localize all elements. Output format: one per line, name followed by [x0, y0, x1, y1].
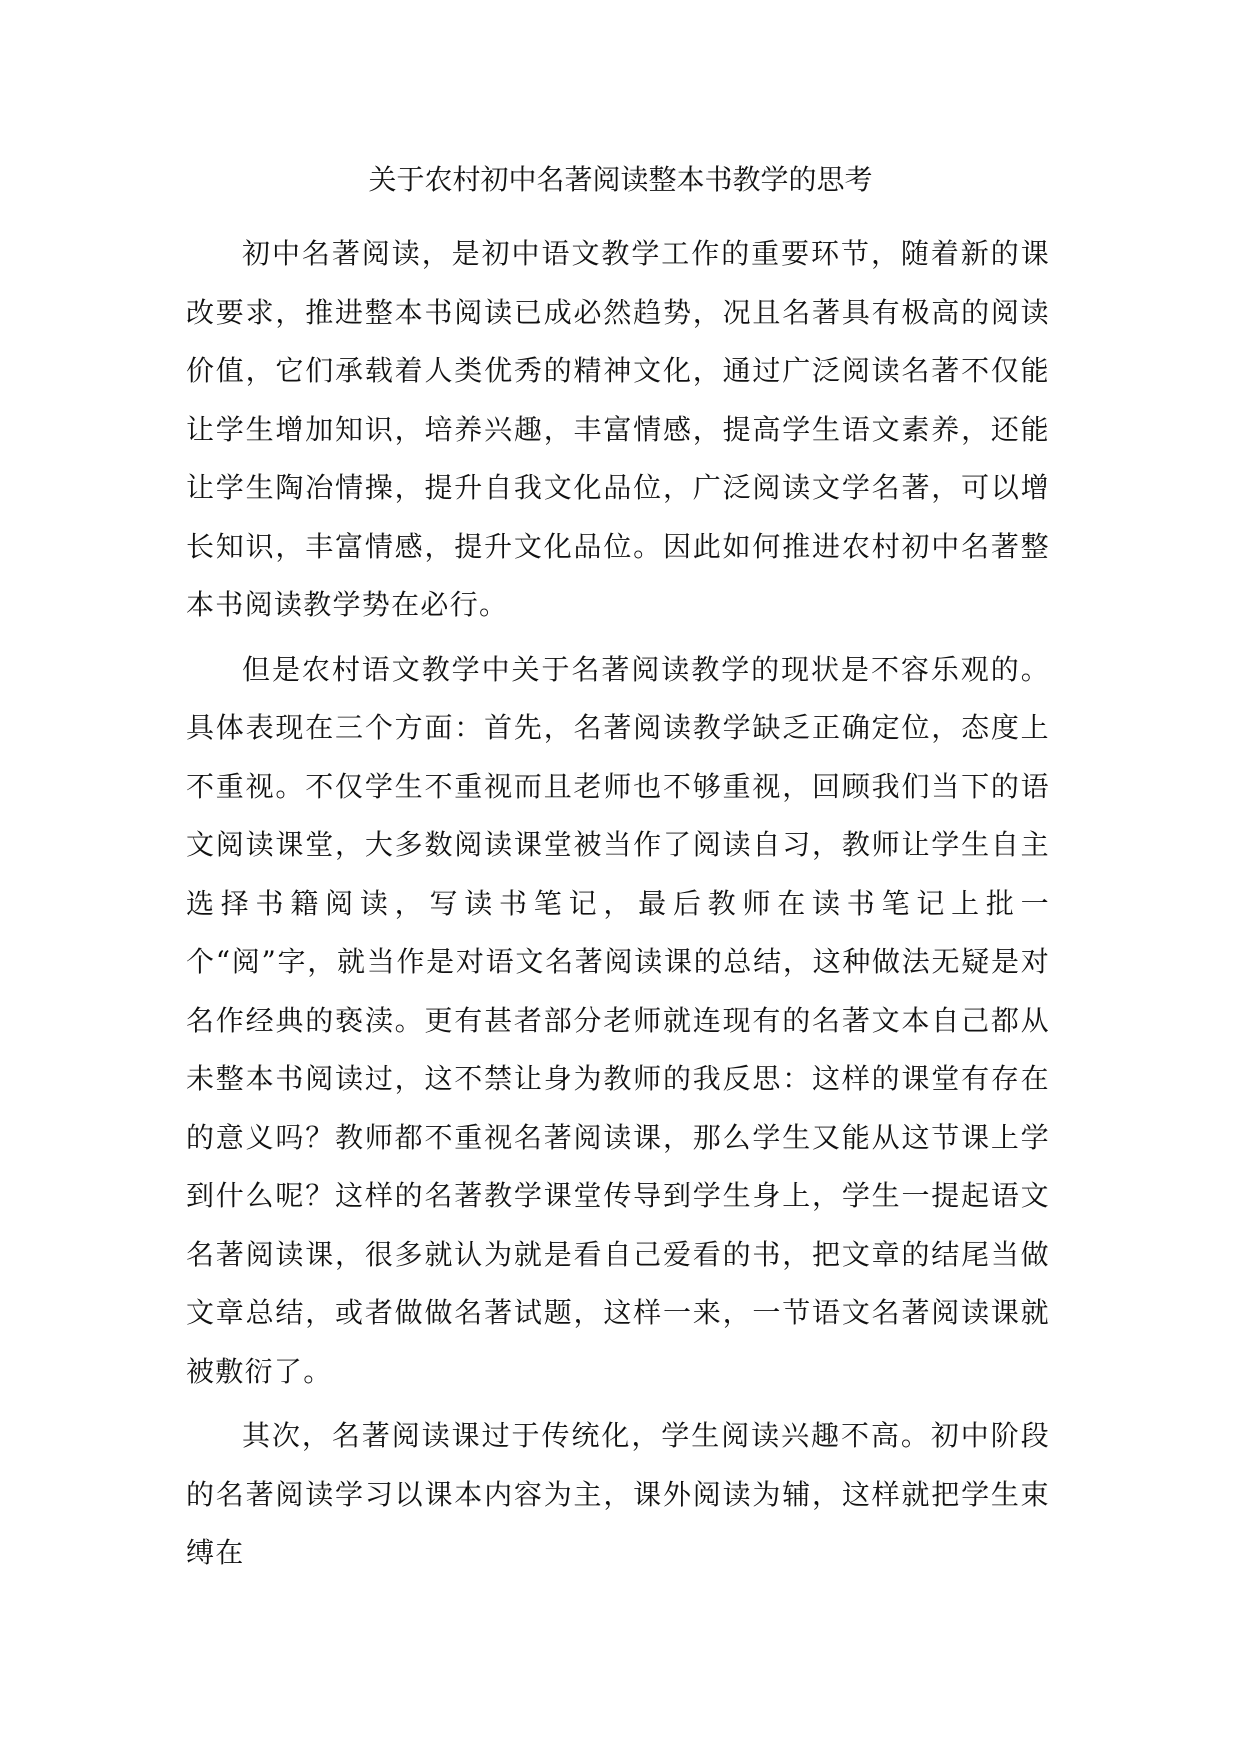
paragraph-current-situation: 但是农村语文教学中关于名著阅读教学的现状是不容乐观的。具体表现在三个方面：首先，名著阅读教学缺乏正确定位，态度上不重视。不仅学生不重视而且老师也不够重视，回顾我们当下的语文阅读课堂，大多数阅读课堂被当作了阅读自习，教师让学生自主选择书籍阅读，写读书笔记，最后教师在读书笔记上批一个“阅”字，就当作是对语文名著阅读课的总结，这种做法无疑是对名作经典的亵渎。更有甚者部分老师就连现有的名著文本自己都从未整本书阅读过，这不禁让身为教师的我反思：这样的课堂有存在的意义吗？教师都不重视名著阅读课，那么学生又能从这节课上学到什么呢？这样的名著教学课堂传导到学生身上，学生一提起语文名著阅读课，很多就认为就是看自己爱看的书，把文章的结尾当做文章总结，或者做做名著试题，这样一来，一节语文名著阅读课就被敷衍了。 — [186, 652, 1050, 1388]
document-title: 关于农村初中名著阅读整本书教学的思考 — [368, 163, 873, 196]
paragraph-intro: 初中名著阅读，是初中语文教学工作的重要环节，随着新的课改要求，推进整本书阅读已成必然趋势，况且名著具有极高的阅读价值，它们承载着人类优秀的精神文化，通过广泛阅读名著不仅能让学生增加知识，培养兴趣，丰富情感，提高学生语文素养，还能让学生陶冶情操，提升自我文化品位，广泛阅读文学名著，可以增长知识，丰富情感，提升文化品位。因此如何推进农村初中名著整本书阅读教学势在必行。 — [186, 237, 1050, 621]
paragraph-second-issue: 其次，名著阅读课过于传统化，学生阅读兴趣不高。初中阶段的名著阅读学习以课本内容为主，课外阅读为辅，这样就把学生束缚在 — [186, 1419, 1050, 1569]
document-body — [186, 225, 1050, 1589]
